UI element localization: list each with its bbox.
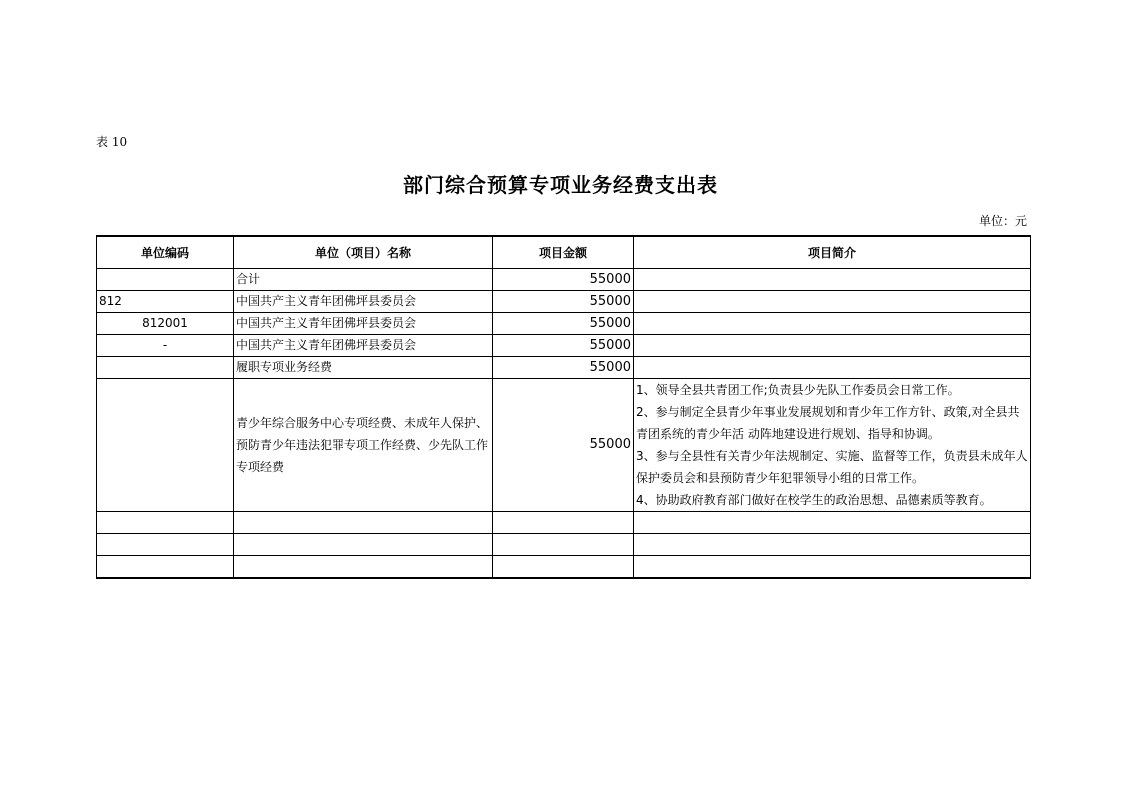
table-row xyxy=(97,291,1031,313)
cell-code xyxy=(97,357,234,379)
cell-description xyxy=(634,335,1031,357)
cell-code xyxy=(97,534,234,556)
table-row xyxy=(97,313,1031,335)
cell-amount xyxy=(493,534,634,556)
cell-description xyxy=(634,379,1031,512)
cell-name xyxy=(234,534,493,556)
column-header-code: 单位编码 xyxy=(97,236,234,269)
table-row xyxy=(97,357,1031,379)
description-line: 4、协助政府教育部门做好在校学生的政治思想、品德素质等教育。 xyxy=(636,493,992,507)
column-header-amount: 项目金额 xyxy=(493,236,634,269)
cell-name xyxy=(234,512,493,534)
column-header-name: 单位（项目）名称 xyxy=(234,236,493,269)
cell-amount: 55000 xyxy=(493,291,634,313)
description-line: 1、领导全县共青团工作;负责县少先队工作委员会日常工作。 xyxy=(636,383,960,397)
description-line: 3、参与全县性有关青少年法规制定、实施、监督等工作，负责县未成年人保护委员会和县预防青少年犯罪领导小组的日常工作。 xyxy=(636,449,1028,485)
cell-code xyxy=(97,556,234,579)
table-number-label: 表 10 xyxy=(96,135,128,149)
column-header-description: 项目简介 xyxy=(634,236,1031,269)
description-line: 2、参与制定全县青少年事业发展规划和青少年工作方针、政策,对全县共青团系统的青少年活 动阵地建设进行规划、指导和协调。 xyxy=(636,405,1020,441)
cell-amount: 55000 xyxy=(493,313,634,335)
table-row-empty xyxy=(97,534,1031,556)
cell-description xyxy=(634,269,1031,291)
table-row-total xyxy=(97,269,1031,291)
cell-name xyxy=(234,556,493,579)
cell-code xyxy=(97,379,234,512)
budget-table xyxy=(96,235,1031,579)
unit-note: 单位：元 xyxy=(978,214,1027,228)
cell-amount: 55000 xyxy=(493,335,634,357)
cell-code xyxy=(97,269,234,291)
cell-code: 812001 xyxy=(97,313,234,335)
table-row-empty xyxy=(97,512,1031,534)
cell-description xyxy=(634,313,1031,335)
cell-amount: 55000 xyxy=(493,357,634,379)
cell-amount: 55000 xyxy=(493,379,634,512)
cell-name: 中国共产主义青年团佛坪县委员会 xyxy=(234,335,493,357)
cell-description xyxy=(634,291,1031,313)
table-row-project xyxy=(97,379,1031,512)
cell-description xyxy=(634,556,1031,579)
cell-amount: 55000 xyxy=(493,269,634,291)
table-row-empty xyxy=(97,556,1031,579)
cell-description xyxy=(634,512,1031,534)
cell-amount xyxy=(493,556,634,579)
cell-code: 812 xyxy=(97,291,234,313)
table-row xyxy=(97,335,1031,357)
cell-code: - xyxy=(97,335,234,357)
cell-name: 青少年综合服务中心专项经费、未成年人保护、预防青少年违法犯罪专项工作经费、少先队工作专项经费 xyxy=(234,379,493,512)
cell-amount xyxy=(493,512,634,534)
cell-description xyxy=(634,534,1031,556)
cell-description xyxy=(634,357,1031,379)
cell-name: 中国共产主义青年团佛坪县委员会 xyxy=(234,313,493,335)
cell-name: 中国共产主义青年团佛坪县委员会 xyxy=(234,291,493,313)
cell-name: 合计 xyxy=(234,269,493,291)
table-header-row xyxy=(97,236,1031,269)
page-title: 部门综合预算专项业务经费支出表 xyxy=(403,173,718,197)
cell-name: 履职专项业务经费 xyxy=(234,357,493,379)
cell-code xyxy=(97,512,234,534)
